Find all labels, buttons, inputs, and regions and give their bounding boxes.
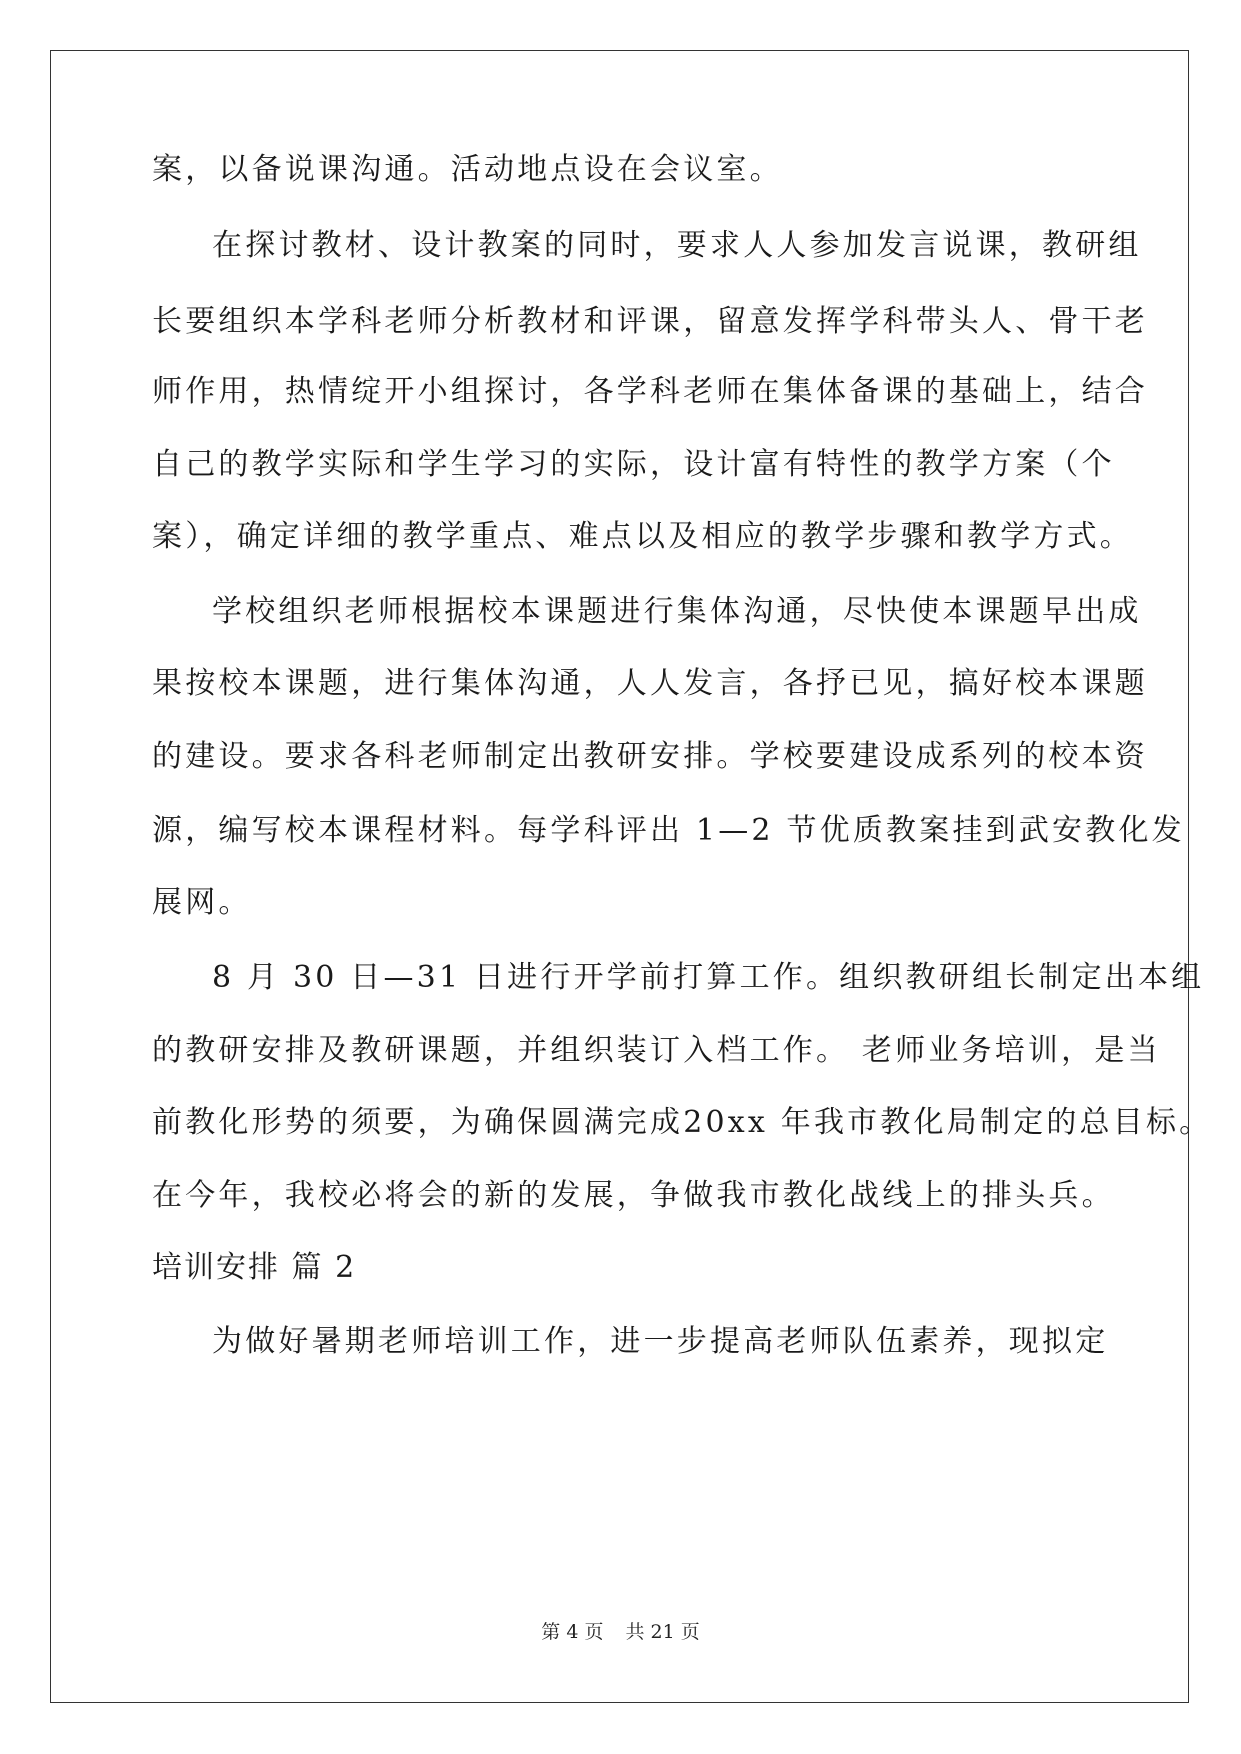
text-line: 长要组织本学科老师分析教材和评课，留意发挥学科带头人、骨干老	[152, 304, 1148, 339]
page-total: 共 21 页	[625, 1621, 700, 1643]
text-line: 源，编写校本课程材料。每学科评出 1—2 节优质教案挂到武安教化发	[152, 813, 1185, 848]
text-line: 师作用，热情绽开小组探讨，各学科老师在集体备课的基础上，结合	[152, 374, 1148, 409]
text-line: 的建设。要求各科老师制定出教研安排。学校要建设成系列的校本资	[152, 739, 1148, 774]
page-border	[50, 50, 1213, 1703]
text-line: 为做好暑期老师培训工作，进一步提高老师队伍素养，现拟定	[212, 1324, 1109, 1359]
text-line: 在探讨教材、设计教案的同时，要求人人参加发言说课，教研组	[212, 228, 1142, 263]
page-number: 第 4 页	[541, 1621, 604, 1643]
text-line: 8 月 30 日—31 日进行开学前打算工作。组织教研组长制定出本组	[212, 960, 1205, 995]
page-footer	[0, 1620, 1241, 1644]
text-line: 案），确定详细的教学重点、难点以及相应的教学步骤和教学方式。	[152, 519, 1133, 554]
text-line: 学校组织老师根据校本课题进行集体沟通，尽快使本课题早出成	[212, 594, 1142, 629]
text-line: 果按校本课题，进行集体沟通，人人发言，各抒已见，搞好校本课题	[152, 666, 1148, 701]
text-line: 自己的教学实际和学生学习的实际，设计富有特性的教学方案（个	[152, 447, 1115, 482]
text-line: 案，以备说课沟通。活动地点设在会议室。	[152, 152, 783, 187]
text-line: 展网。	[152, 885, 252, 920]
text-line: 的教研安排及教研课题，并组织装订入档工作。 老师业务培训，是当	[152, 1033, 1161, 1068]
section-heading: 培训安排 篇 2	[152, 1250, 357, 1285]
text-line: 前教化形势的须要，为确保圆满完成20xx 年我市教化局制定的总目标。	[152, 1105, 1213, 1140]
text-line: 在今年，我校必将会的新的发展，争做我市教化战线上的排头兵。	[152, 1178, 1115, 1213]
